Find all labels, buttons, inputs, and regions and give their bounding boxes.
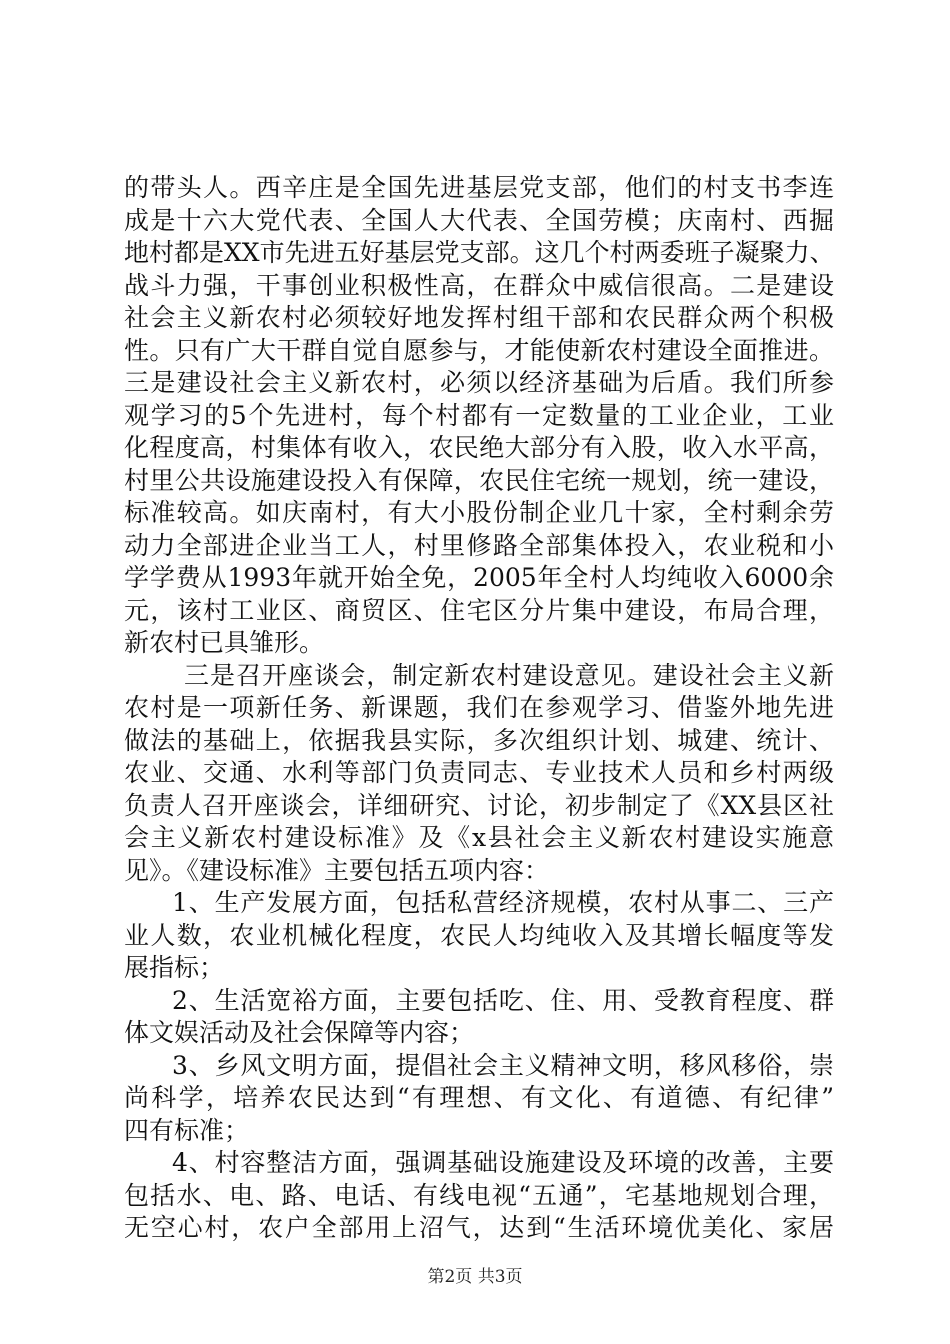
text-line: 战斗力强，干事创业积极性高，在群众中威信很高。二是建设: [124, 270, 834, 300]
text-line: 社会主义新农村必须较好地发挥村组干部和农民群众两个积极: [124, 303, 834, 332]
text-line: 标准较高。如庆南村，有大小股份制企业几十家，全村剩余劳: [124, 498, 834, 527]
text-line: 学学费从1993年就开始全免，2005年全村人均纯收入6000余: [124, 563, 834, 592]
text-line: 化程度高，村集体有收入，农民绝大部分有入股，收入水平高，: [124, 433, 834, 462]
list-item-first-line: 4、村容整洁方面，强调基础设施建设及环境的改善，主要: [172, 1148, 834, 1177]
page-number-footer: 第2页 共3页: [427, 1267, 523, 1287]
list-item-first-line: 3、乡风文明方面，提倡社会主义精神文明，移风移俗，崇: [172, 1050, 834, 1080]
text-line: 元，该村工业区、商贸区、住宅区分片集中建设，布局合理，: [124, 595, 834, 625]
text-line: 四有标准；: [124, 1115, 250, 1145]
text-line: 业人数，农业机械化程度，农民人均纯收入及其增长幅度等发: [124, 920, 834, 950]
text-line: 负责人召开座谈会，详细研究、讨论，初步制定了《XX县区社: [124, 790, 834, 820]
text-line: 无空心村，农户全部用上沼气，达到“生活环境优美化、家居: [124, 1213, 834, 1242]
list-item-first-line: 1、生产发展方面，包括私营经济规模，农村从事二、三产: [172, 888, 834, 917]
text-line: 见》。《建设标准》主要包括五项内容：: [124, 855, 550, 885]
paragraph-first-line: 三是召开座谈会，制定新农村建设意见。建设社会主义新: [184, 660, 834, 690]
text-line: 尚科学，培养农民达到“有理想、有文化、有道德、有纪律”: [124, 1083, 834, 1112]
text-line: 地村都是XX市先进五好基层党支部。这几个村两委班子凝聚力、: [124, 238, 835, 267]
text-line: 性。只有广大干群自觉自愿参与，才能使新农村建设全面推进。: [124, 335, 834, 365]
text-line: 三是建设社会主义新农村，必须以经济基础为后盾。我们所参: [124, 368, 834, 397]
text-line: 包括水、电、路、电话、有线电视“五通”，宅基地规划合理，: [124, 1180, 834, 1210]
text-line: 体文娱活动及社会保障等内容；: [124, 1018, 475, 1047]
text-line: 农业、交通、水利等部门负责同志、专业技术人员和乡村两级: [124, 758, 834, 787]
text-line: 会主义新农村建设标准》及《x县社会主义新农村建设实施意: [124, 823, 834, 852]
list-item-first-line: 2、生活宽裕方面，主要包括吃、住、用、受教育程度、群: [172, 985, 834, 1015]
text-line: 动力全部进企业当工人，村里修路全部集体投入，农业税和小: [124, 530, 834, 560]
text-line: 展指标；: [124, 953, 225, 982]
text-line: 村里公共设施建设投入有保障，农民住宅统一规划，统一建设，: [124, 465, 834, 495]
text-line: 的带头人。西辛庄是全国先进基层党支部，他们的村支书李连: [124, 173, 834, 202]
body-text: [124, 172, 834, 1245]
text-line: 做法的基础上，依据我县实际，多次组织计划、城建、统计、: [124, 725, 834, 755]
text-line: 成是十六大党代表、全国人大代表、全国劳模；庆南村、西掘: [124, 205, 834, 235]
text-line: 农村是一项新任务、新课题，我们在参观学习、借鉴外地先进: [124, 693, 834, 722]
text-line: 新农村已具雏形。: [124, 628, 325, 657]
text-line: 观学习的5个先进村，每个村都有一定数量的工业企业，工业: [124, 400, 834, 430]
